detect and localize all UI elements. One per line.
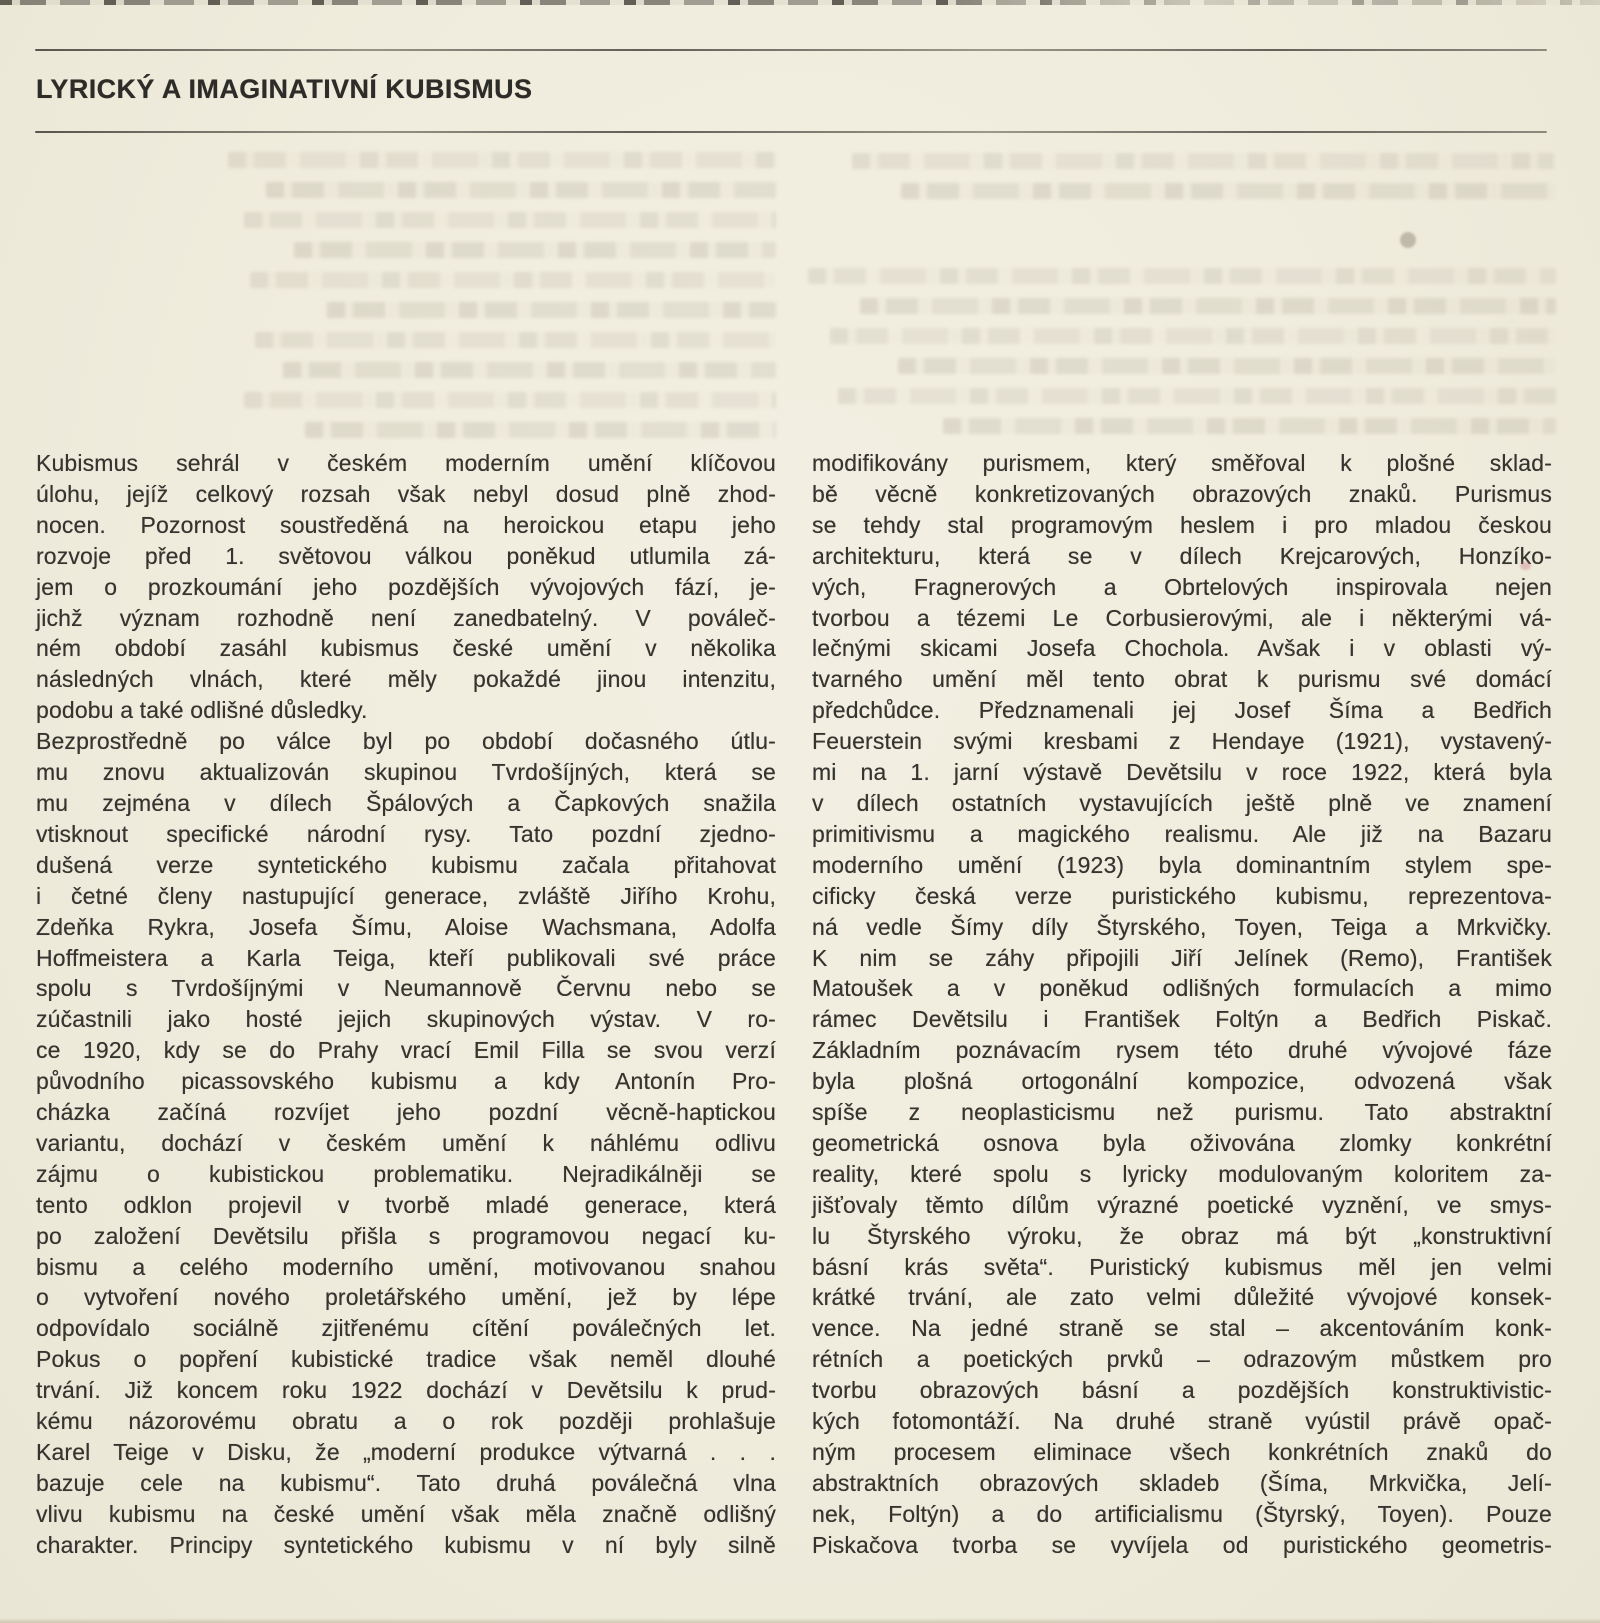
text-line: Základním poznávacím rysem této druhé vývojové fáze bbox=[812, 1037, 1552, 1064]
text-line: modifikovány purismem, který směřoval k plošné sklad- bbox=[812, 450, 1552, 476]
text-line: ným procesem eliminace všech konkrétních znaků do bbox=[812, 1439, 1552, 1465]
text-line: ce 1920, kdy se do Prahy vrací Emil Filla se svou verzí bbox=[36, 1037, 776, 1064]
text-line: jichž význam rozhodně není zanedbatelný. V pováleč- bbox=[36, 604, 776, 631]
text-line: Zdeňka Rykra, Josefa Šímu, Aloise Wachsmana, Adolfa bbox=[36, 913, 776, 940]
text-line: cházka začíná rozvíjet jeho pozdní věcně-haptickou bbox=[36, 1099, 776, 1126]
text-line: Karel Teige v Disku, že „moderní produkce výtvarná . . . bbox=[36, 1439, 776, 1465]
page-title: LYRICKÝ A IMAGINATIVNÍ KUBISMUS bbox=[36, 74, 533, 104]
text-line: vlivu kubismu na české umění však měla značně odlišný bbox=[36, 1500, 776, 1527]
text-line: bě věcně konkretizovaných obrazových znaků. Purismus bbox=[812, 480, 1552, 507]
text-line: původního picassovského kubismu a kdy Antonín Pro- bbox=[36, 1068, 776, 1095]
text-line: spolu s Tvrdošíjnými v Neumannově Červnu nebo se bbox=[36, 975, 776, 1002]
text-line: Matoušek a v poněkud odlišných formulacích a mimo bbox=[812, 975, 1552, 1002]
header-rule-under-title bbox=[35, 131, 1547, 133]
text-line: ném období zasáhl kubismus české umění v několika bbox=[36, 635, 776, 662]
text-line: mu znovu aktualizován skupinou Tvrdošíjných, která se bbox=[36, 759, 776, 786]
text-line: K nim se záhy připojili Jiří Jelínek (Remo), František bbox=[812, 944, 1552, 971]
text-line: ná vedle Šímy díly Štyrského, Toyen, Teiga a Mrkvičky. bbox=[812, 913, 1552, 940]
text-column-left bbox=[36, 448, 776, 1561]
text-line: abstraktních obrazových skladeb (Šíma, Mrkvička, Jelí- bbox=[812, 1469, 1552, 1496]
text-column-right bbox=[812, 448, 1552, 1561]
text-line: krátké trvání, ale zato velmi důležité vývojové konsek- bbox=[812, 1284, 1552, 1311]
text-line: bazuje cele na kubismu“. Tato druhá poválečná vlna bbox=[36, 1469, 776, 1496]
text-line: variantu, dochází v českém umění k náhlému odlivu bbox=[36, 1129, 776, 1156]
text-line: lečnými skicami Josefa Chochola. Avšak i v oblasti vý- bbox=[812, 635, 1552, 662]
text-line: lu Štyrského výroku, že obraz má být „konstruktivní bbox=[812, 1222, 1552, 1249]
text-line: cificky česká verze puristického kubismu, reprezentova- bbox=[812, 882, 1552, 909]
text-line: tvorbu obrazových básní a pozdějších konstruktivistic- bbox=[812, 1377, 1552, 1404]
scan-top-edge-artifacts bbox=[0, 0, 1600, 5]
text-line: po založení Devětsilu přišla s programovou negací ku- bbox=[36, 1222, 776, 1249]
text-line: Bezprostředně po válce byl po období dočasného útlu- bbox=[36, 728, 776, 755]
text-line: kých fotomontáží. Na druhé straně vyústil právě opač- bbox=[812, 1408, 1552, 1435]
text-line: tento odklon projevil v tvorbě mladé generace, která bbox=[36, 1191, 776, 1218]
text-line: odpovídalo sociálně zjitřenému cítění poválečných let. bbox=[36, 1315, 776, 1342]
text-line: Feuerstein svými kresbami z Hendaye (1921), vystavený- bbox=[812, 728, 1552, 755]
text-line: úlohu, jejíž celkový rozsah však nebyl dosud plně zhod- bbox=[36, 480, 776, 507]
text-line: vých, Fragnerových a Obrtelových inspirovala nejen bbox=[812, 573, 1552, 600]
text-line: bismu a celého moderního umění, motivovanou snahou bbox=[36, 1253, 776, 1280]
text-line: moderního umění (1923) byla dominantním stylem spe- bbox=[812, 851, 1552, 878]
showthrough-mark bbox=[1400, 232, 1416, 248]
text-line: o vytvoření nového proletářského umění, jež by lépe bbox=[36, 1284, 776, 1311]
text-line: jem o prozkoumání jeho pozdějších vývojových fází, je- bbox=[36, 573, 776, 600]
text-line: v dílech ostatních vystavujících ještě plně ve znamení bbox=[812, 789, 1552, 816]
text-line: Piskačova tvorba se vyvíjela od puristického geometris- bbox=[812, 1531, 1552, 1558]
text-line: předchůdce. Předznamenali jej Josef Šíma a Bedřich bbox=[812, 697, 1552, 724]
text-line: zúčastnili jako hosté jejich skupinových výstav. V ro- bbox=[36, 1006, 776, 1033]
text-line: vtisknout specifické národní rysy. Tato pozdní zjedno- bbox=[36, 820, 776, 847]
text-line: charakter. Principy syntetického kubismu v ní byly silně bbox=[36, 1531, 776, 1558]
text-line: tvarného umění měl tento obrat k purismu své domácí bbox=[812, 666, 1552, 693]
showthrough-text-left bbox=[228, 152, 776, 452]
text-line: rétních a poetických prvků – odrazovým můstkem pro bbox=[812, 1346, 1552, 1373]
text-line: Hoffmeistera a Karla Teiga, kteří publikovali své práce bbox=[36, 944, 776, 971]
text-line: nocen. Pozornost soustředěná na heroickou etapu jeho bbox=[36, 511, 776, 538]
text-line: Kubismus sehrál v českém moderním umění klíčovou bbox=[36, 450, 776, 476]
text-line: mi na 1. jarní výstavě Devětsilu v roce 1922, která byla bbox=[812, 759, 1552, 786]
showthrough-text-right-lower bbox=[808, 268, 1556, 448]
text-line: kému názorovému obratu a o rok později prohlašuje bbox=[36, 1408, 776, 1435]
text-line: geometrická osnova byla oživována zlomky konkrétní bbox=[812, 1129, 1552, 1156]
text-line: zájmu o kubistickou problematiku. Nejradikálněji se bbox=[36, 1160, 776, 1187]
text-line: básní krás světa“. Puristický kubismus měl jen velmi bbox=[812, 1253, 1552, 1280]
text-line: nek, Foltýn) a do artificialismu (Štyrský, Toyen). Pouze bbox=[812, 1500, 1552, 1527]
text-line: jišťovaly těmto dílům výrazné poetické vyznění, ve smys- bbox=[812, 1191, 1552, 1218]
text-line: architekturu, která se v dílech Krejcarových, Honzíko- bbox=[812, 542, 1552, 569]
paper-blemish bbox=[1520, 562, 1531, 570]
text-line: tvorbou a tézemi Le Corbusierovými, ale i některými vá- bbox=[812, 604, 1552, 631]
showthrough-text-right-upper bbox=[852, 153, 1554, 213]
text-line: mu zejména v dílech Špálových a Čapkových snažila bbox=[36, 789, 776, 816]
text-line: trvání. Již koncem roku 1922 dochází v Devětsilu k prud- bbox=[36, 1377, 776, 1404]
text-line: podobu a také odlišné důsledky. bbox=[36, 697, 368, 724]
scan-bottom-edge bbox=[0, 1618, 1600, 1623]
text-line: i četné členy nastupující generace, zvláště Jiřího Krohu, bbox=[36, 882, 776, 909]
text-line: reality, které spolu s lyricky modulovaným koloritem za- bbox=[812, 1160, 1552, 1187]
text-line: primitivismu a magického realismu. Ale již na Bazaru bbox=[812, 820, 1552, 847]
header-rule-top bbox=[35, 49, 1547, 51]
text-line: rámec Devětsilu i František Foltýn a Bedřich Piskač. bbox=[812, 1006, 1552, 1033]
text-line: Pokus o popření kubistické tradice však neměl dlouhé bbox=[36, 1346, 776, 1373]
text-line: rozvoje před 1. světovou válkou poněkud utlumila zá- bbox=[36, 542, 776, 569]
text-line: byla plošná ortogonální kompozice, odvozená však bbox=[812, 1068, 1552, 1095]
text-line: spíše z neoplasticismu než purismu. Tato abstraktní bbox=[812, 1099, 1552, 1126]
text-line: následných vlnách, které měly pokaždé jinou intenzitu, bbox=[36, 666, 776, 693]
text-line: vence. Na jedné straně se stal – akcentováním konk- bbox=[812, 1315, 1552, 1342]
text-line: se tehdy stal programovým heslem i pro mladou českou bbox=[812, 511, 1552, 538]
text-line: dušená verze syntetického kubismu začala přitahovat bbox=[36, 851, 776, 878]
